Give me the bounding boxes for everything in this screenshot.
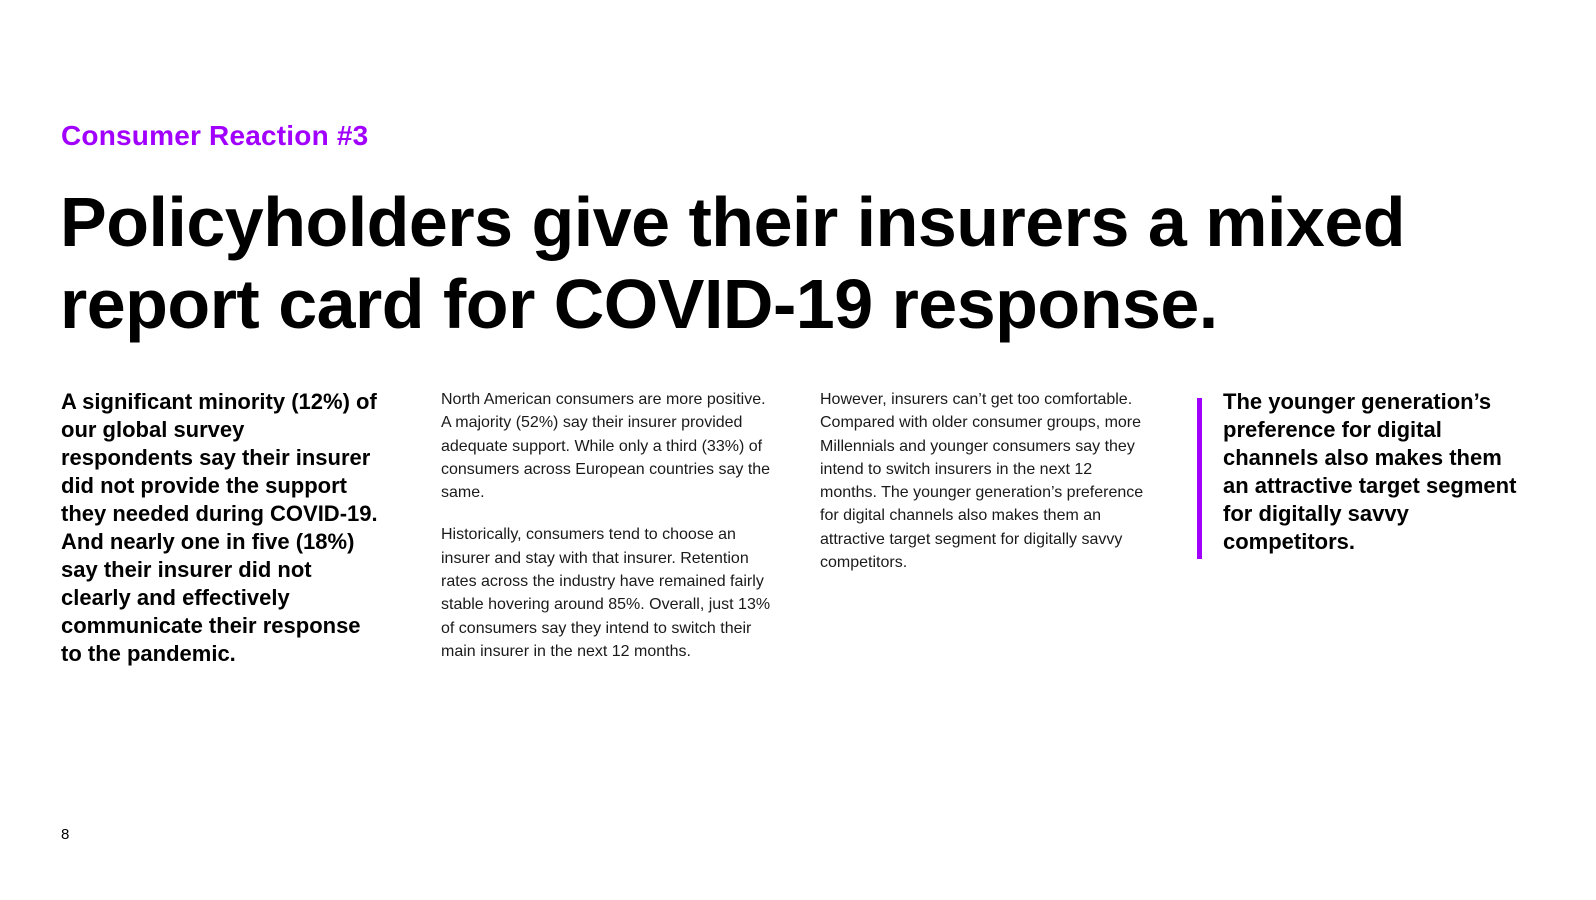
page-number: 8 (61, 826, 70, 843)
pull-quote-text: The younger generation’s preference for digital channels also makes them an attractive target segment for digitally savvy competitors. (1223, 389, 1517, 554)
section-eyebrow: Consumer Reaction #3 (61, 120, 369, 151)
body-paragraph: North American consumers are more positive. A majority (52%) say their insurer provided adequate support. While only a third (33%) of consumers across European countries say the same. (441, 391, 771, 502)
pull-quote (1197, 389, 1532, 559)
body-paragraph: However, insurers can’t get too comfortable. Compared with older consumer groups, more Millennials and younger consumers say they intend to switch insurers in the next 12 months. The younger generation’s preference for digital channels also makes them an attractive target segment for digitally savvy competitors. (820, 391, 1144, 572)
lead-paragraph: A significant minority (12%) of our global survey respondents say their insurer did not provide the support they needed during COVID-19. And nearly one in five (18%) say their insurer did not clearly and effectively communicate their response to the pandemic. (61, 389, 378, 666)
middle-column (441, 388, 771, 682)
body-paragraph: Historically, consumers tend to choose an insurer and stay with that insurer. Retention rates across the industry have remained fairly stable hovering around 85%. Overall, just 13% of consumers say they intend to switch their main insurer in the next 12 months. (441, 526, 771, 660)
page-title: Policyholders give their insurers a mixed report card for COVID-19 response. (60, 183, 1406, 343)
right-column (820, 388, 1150, 593)
